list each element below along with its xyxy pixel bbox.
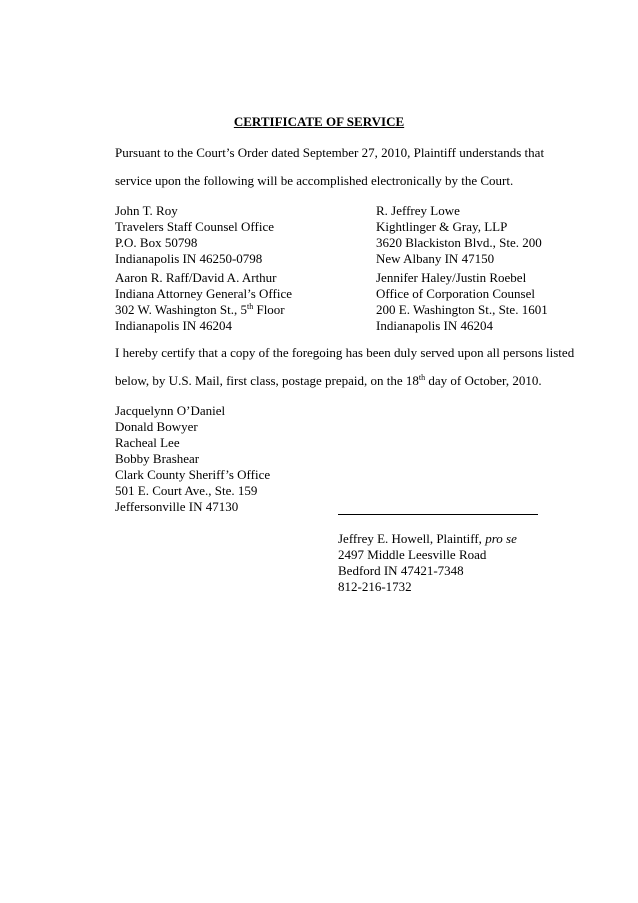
certify-line-2: below, by U.S. Mail, first class, postage prepaid, on the 18th day of October, 2010. — [115, 373, 542, 388]
recipient-line: Racheal Lee — [115, 435, 180, 450]
address-line: John T. Roy — [115, 203, 178, 218]
recipient-line: Donald Bowyer — [115, 419, 198, 434]
address-block-raff — [115, 270, 292, 334]
signer-street: 2497 Middle Leesville Road — [338, 547, 487, 562]
recipient-line: Jeffersonville IN 47130 — [115, 499, 239, 514]
address-line: Indianapolis IN 46204 — [376, 318, 493, 333]
recipient-line: 501 E. Court Ave., Ste. 159 — [115, 483, 258, 498]
address-block-lowe — [376, 203, 542, 267]
intro-line-1: Pursuant to the Court’s Order dated September 27, 2010, Plaintiff understands that — [115, 145, 545, 160]
document-title: CERTIFICATE OF SERVICE — [233, 114, 405, 129]
address-line: Kightlinger & Gray, LLP — [376, 219, 508, 234]
certify-line-1: I hereby certify that a copy of the foregoing has been duly served upon all persons listed — [115, 345, 575, 360]
address-line: Indianapolis IN 46204 — [115, 318, 232, 333]
address-line: Indiana Attorney General’s Office — [115, 286, 292, 301]
address-line: Indianapolis IN 46250-0798 — [115, 251, 263, 266]
address-block-roy — [115, 203, 274, 267]
address-line: 200 E. Washington St., Ste. 1601 — [376, 302, 548, 317]
address-line: R. Jeffrey Lowe — [376, 203, 460, 218]
signature-line — [338, 514, 538, 515]
signer-city: Bedford IN 47421-7348 — [338, 563, 464, 578]
address-line: Travelers Staff Counsel Office — [115, 219, 274, 234]
mail-recipients-block — [115, 403, 270, 515]
address-block-haley — [376, 270, 548, 334]
address-line: 3620 Blackiston Blvd., Ste. 200 — [376, 235, 542, 250]
address-line-floor: 302 W. Washington St., 5th Floor — [115, 302, 285, 317]
address-line: Aaron R. Raff/David A. Arthur — [115, 270, 277, 285]
recipient-line: Jacquelynn O’Daniel — [115, 403, 226, 418]
address-line: Office of Corporation Counsel — [376, 286, 535, 301]
address-line: P.O. Box 50798 — [115, 235, 198, 250]
intro-line-2: service upon the following will be accomplished electronically by the Court. — [115, 173, 514, 188]
recipient-line: Clark County Sheriff’s Office — [115, 467, 271, 482]
signer-name: Jeffrey E. Howell, Plaintiff, pro se — [338, 531, 517, 546]
recipient-line: Bobby Brashear — [115, 451, 200, 466]
signer-phone: 812-216-1732 — [338, 579, 412, 594]
address-line: Jennifer Haley/Justin Roebel — [376, 270, 527, 285]
signature-block — [338, 531, 517, 595]
address-line: New Albany IN 47150 — [376, 251, 495, 266]
